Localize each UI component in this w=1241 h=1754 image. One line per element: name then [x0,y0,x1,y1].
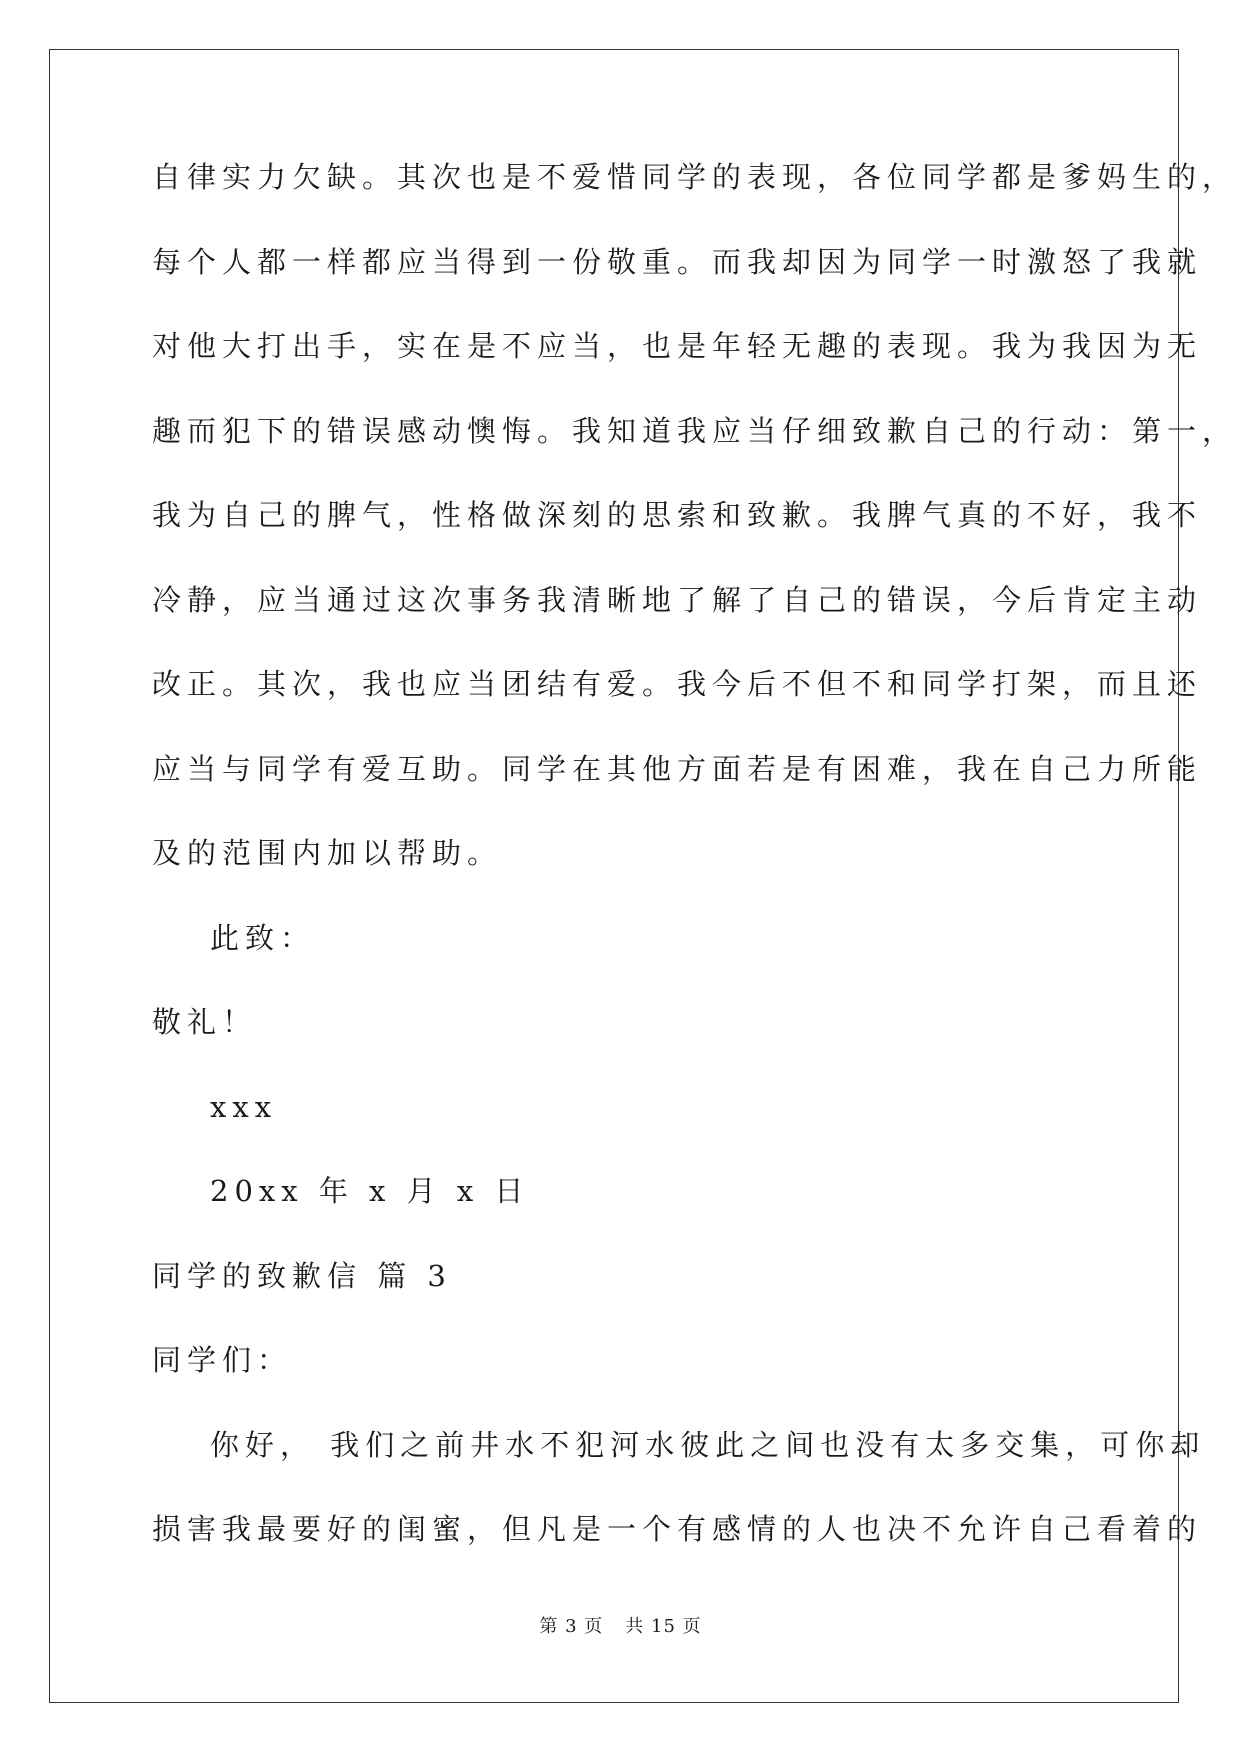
paragraph-line: 自律实力欠缺。其次也是不爱惜同学的表现，各位同学都是爹妈生的， [152,160,1238,194]
salute-text: 敬礼！ [152,1005,258,1039]
greeting-text: 同学们： [152,1343,293,1377]
section-title: 同学的致歉信 篇 3 [152,1258,452,1293]
body-line: 损害我最要好的闺蜜，但凡是一个有感情的人也决不允许自己看着的 [152,1512,1203,1546]
paragraph-line: 趣而犯下的错误感动懊悔。我知道我应当仔细致歉自己的行动：第一， [152,413,1238,448]
body-line: 你好， 我们之前井水不犯河水彼此之间也没有太多交集，可你却 [210,1427,1206,1462]
paragraph-line: 应当与同学有爱互助。同学在其他方面若是有困难，我在自己力所能 [152,751,1203,786]
signature-text: xxx [210,1089,278,1124]
paragraph-line: 改正。其次，我也应当团结有爱。我今后不但不和同学打架，而且还 [152,667,1203,701]
page-total: 共 15 页 [625,1616,702,1637]
document-body [152,160,1238,1599]
date-text: 20xx 年 x 月 x 日 [210,1174,530,1208]
paragraph-line: 每个人都一样都应当得到一份敬重。而我却因为同学一时激怒了我就 [152,244,1203,279]
paragraph-line: 我为自己的脾气，性格做深刻的思索和致歉。我脾气真的不好，我不 [152,498,1203,532]
paragraph-line: 及的范围内加以帮助。 [152,836,503,870]
paragraph-line: 冷静，应当通过这次事务我清晰地了解了自己的错误，今后肯定主动 [152,582,1203,617]
page-number: 第 3 页 [539,1616,604,1637]
closing-text: 此致： [210,920,316,955]
page-footer [0,1612,1241,1638]
paragraph-line: 对他大打出手，实在是不应当，也是年轻无趣的表现。我为我因为无 [152,329,1203,363]
